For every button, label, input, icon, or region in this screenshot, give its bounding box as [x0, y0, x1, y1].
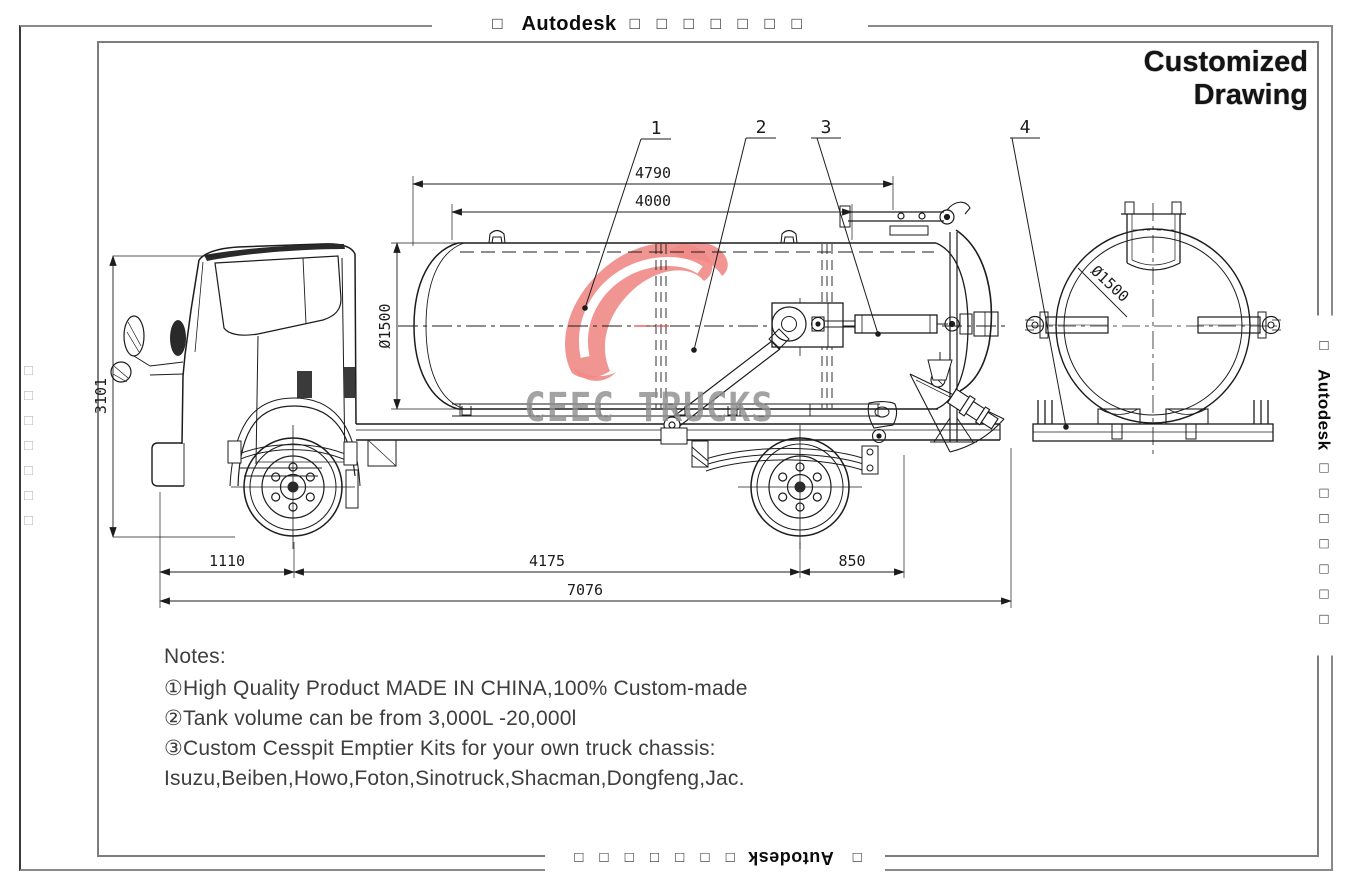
svg-text:Ø1500: Ø1500: [1087, 261, 1133, 306]
autodesk-brand-text: Autodesk: [1315, 369, 1334, 451]
svg-text:7076: 7076: [566, 581, 604, 599]
manhole-cap: [489, 231, 505, 244]
svg-text:3: 3: [820, 117, 832, 138]
callout-2: [691, 117, 776, 353]
placeholder-box-glyph: □: [846, 849, 862, 867]
dim-4000: [452, 192, 852, 240]
autodesk-watermark-right: [1312, 316, 1337, 656]
autodesk-brand-text: Autodesk: [521, 12, 617, 35]
rear-wheel: [738, 425, 862, 549]
placeholder-box-glyphs: □ □ □ □ □ □ □: [1315, 463, 1333, 630]
svg-text:2: 2: [755, 117, 767, 138]
front-wheel: [231, 425, 355, 549]
leaf-springs: [228, 441, 878, 474]
tank-rear-view: [1025, 202, 1281, 455]
autodesk-brand-text: Autodesk: [747, 848, 834, 869]
svg-text:4: 4: [1019, 117, 1031, 138]
placeholder-box-glyphs: □ □ □ □ □ □ □: [568, 849, 735, 867]
svg-text:4790: 4790: [634, 164, 672, 182]
svg-text:3101: 3101: [92, 377, 110, 415]
notes-heading: Notes:: [164, 645, 226, 668]
svg-text:4175: 4175: [528, 552, 566, 570]
rear-manhole: [1121, 202, 1186, 270]
svg-text:1110: 1110: [208, 552, 246, 570]
dim-rear-diameter: [1078, 262, 1133, 317]
svg-text:850: 850: [838, 552, 866, 570]
manhole-cap: [781, 231, 797, 244]
note-line-1: ①High Quality Product MADE IN CHINA,100% Custom-made: [164, 677, 748, 700]
page-title: Customized Drawing: [1143, 46, 1308, 111]
dim-bottom-row: [160, 448, 1011, 608]
logo-watermark-text: CEEC TRUCKS: [524, 385, 774, 431]
note-line-2: ②Tank volume can be from 3,000L -20,000l: [164, 707, 577, 730]
note-line-3: ③Custom Cesspit Emptier Kits for your own truck chassis:: [164, 737, 716, 760]
note-line-4: Isuzu,Beiben,Howo,Foton,Sinotruck,Shacman,Dongfeng,Jac.: [164, 767, 745, 790]
placeholder-box-column: □□□□□□□: [20, 362, 37, 537]
truck-cab: [152, 244, 396, 508]
autodesk-watermark-bottom: [545, 845, 885, 871]
svg-text:1: 1: [650, 118, 662, 139]
svg-text:4000: 4000: [634, 192, 672, 210]
side-mirrors: [111, 316, 186, 382]
callout-4: [1010, 117, 1069, 430]
dim-overall-height: [92, 256, 235, 537]
placeholder-box-glyphs: □ □ □ □ □ □ □: [629, 14, 808, 33]
placeholder-box-glyph: □: [492, 14, 509, 33]
svg-text:Ø1500: Ø1500: [376, 303, 394, 349]
autodesk-watermark-top: [432, 9, 868, 39]
placeholder-box-glyph: □: [1315, 341, 1333, 357]
notes-block: [164, 642, 748, 794]
truck-side-view: [111, 202, 1010, 549]
